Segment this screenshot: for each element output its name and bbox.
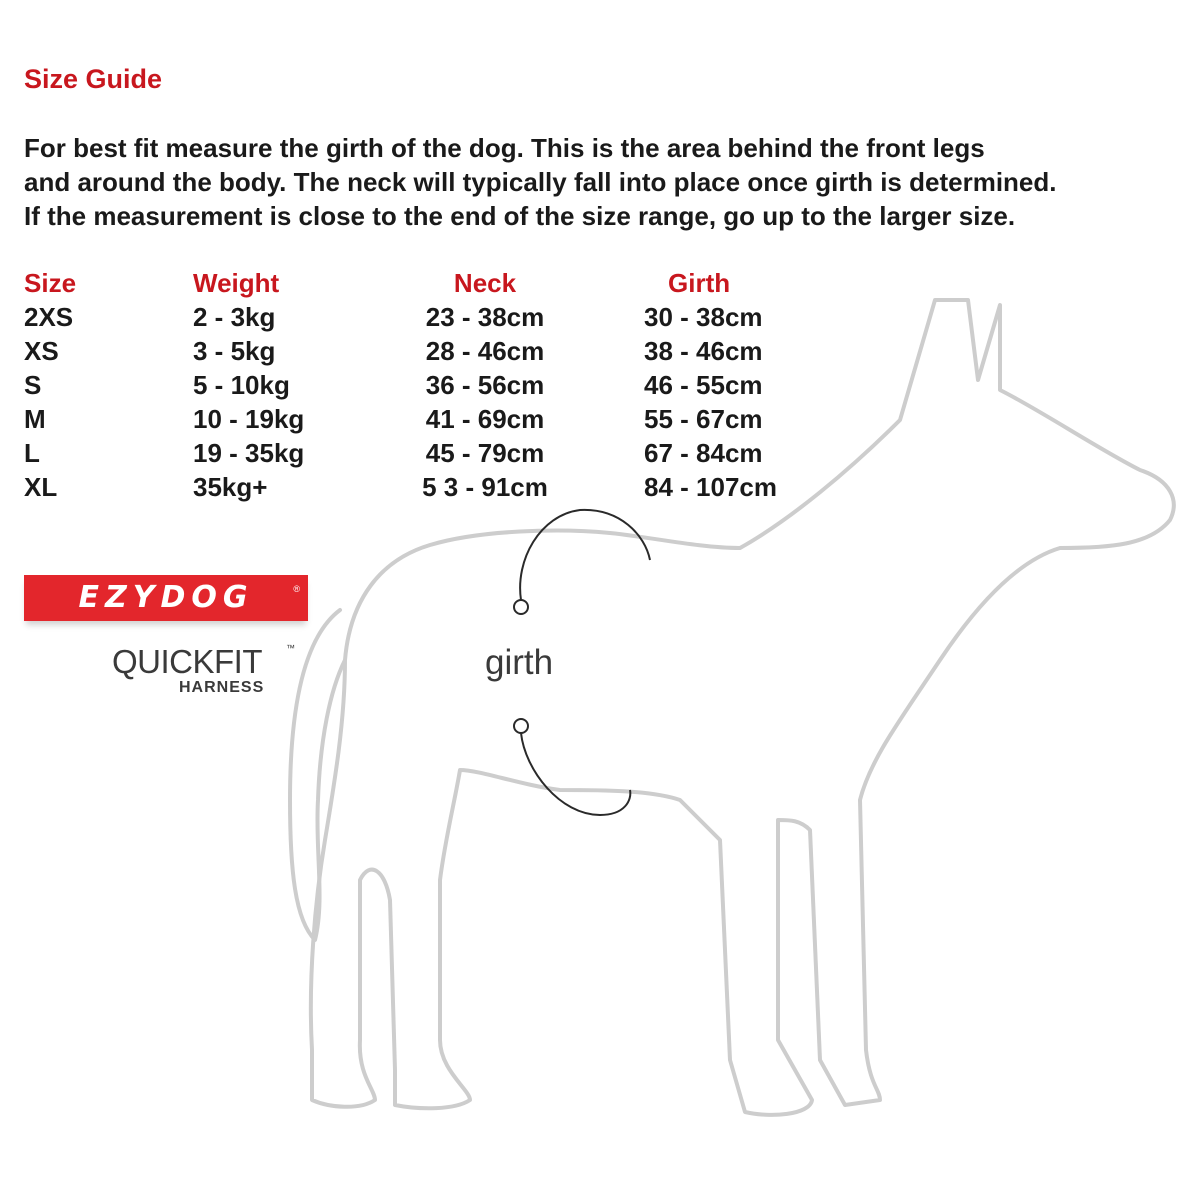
cell-size: 2XS bbox=[24, 302, 74, 332]
cell-neck: 45 - 79cm bbox=[425, 438, 545, 468]
table-row bbox=[0, 436, 820, 470]
header-neck: Neck bbox=[453, 268, 517, 298]
table-row bbox=[0, 368, 820, 402]
intro-line-2: and around the body. The neck will typically fall into place once girth is determined. bbox=[24, 167, 1057, 197]
page-title: Size Guide bbox=[24, 64, 163, 94]
intro-line-3: If the measurement is close to the end of the size range, go up to the larger size. bbox=[24, 201, 1016, 231]
cell-girth: 46 - 55cm bbox=[644, 370, 763, 400]
cell-girth: 55 - 67cm bbox=[644, 404, 763, 434]
cell-size: S bbox=[24, 370, 42, 400]
cell-weight: 3 - 5kg bbox=[193, 336, 276, 366]
cell-weight: 10 - 19kg bbox=[193, 404, 305, 434]
intro-paragraph bbox=[24, 131, 1184, 233]
intro-line-1: For best fit measure the girth of the dog. This is the area behind the front legs bbox=[24, 133, 985, 163]
cell-size: XL bbox=[24, 472, 58, 502]
header-girth: Girth bbox=[668, 268, 731, 298]
size-table bbox=[0, 266, 820, 504]
cell-neck: 5 3 - 91cm bbox=[422, 472, 548, 502]
cell-girth: 30 - 38cm bbox=[644, 302, 763, 332]
cell-girth: 38 - 46cm bbox=[644, 336, 763, 366]
girth-line-top bbox=[520, 510, 650, 600]
cell-size: M bbox=[24, 404, 46, 434]
cell-neck: 28 - 46cm bbox=[425, 336, 545, 366]
cell-size: XS bbox=[24, 336, 59, 366]
cell-weight: 35kg+ bbox=[193, 472, 268, 502]
product-trademark: ™ bbox=[286, 643, 295, 653]
cell-girth: 67 - 84cm bbox=[644, 438, 763, 468]
header-size: Size bbox=[24, 268, 77, 298]
logo-registered-mark: ® bbox=[293, 584, 300, 594]
cell-weight: 5 - 10kg bbox=[193, 370, 290, 400]
cell-weight: 2 - 3kg bbox=[193, 302, 276, 332]
product-subtitle: HARNESS bbox=[179, 679, 265, 696]
product-name: QUICKFIT bbox=[112, 643, 262, 680]
cell-neck: 36 - 56cm bbox=[425, 370, 545, 400]
dog-tail bbox=[290, 610, 345, 940]
table-row bbox=[0, 470, 820, 504]
ezydog-logo bbox=[24, 575, 308, 621]
cell-girth: 84 - 107cm bbox=[644, 472, 777, 502]
table-row bbox=[0, 300, 820, 334]
girth-line-bottom bbox=[521, 733, 630, 815]
size-table-header bbox=[0, 266, 820, 300]
cell-weight: 19 - 35kg bbox=[193, 438, 305, 468]
table-row bbox=[0, 402, 820, 436]
girth-label: girth bbox=[485, 643, 554, 682]
girth-marker-bottom bbox=[514, 719, 528, 733]
table-row bbox=[0, 334, 820, 368]
header-weight: Weight bbox=[193, 268, 280, 298]
girth-marker-top bbox=[514, 600, 528, 614]
cell-neck: 41 - 69cm bbox=[425, 404, 545, 434]
cell-size: L bbox=[24, 438, 40, 468]
cell-neck: 23 - 38cm bbox=[425, 302, 545, 332]
logo-wordmark: EZYDOG bbox=[78, 580, 254, 615]
